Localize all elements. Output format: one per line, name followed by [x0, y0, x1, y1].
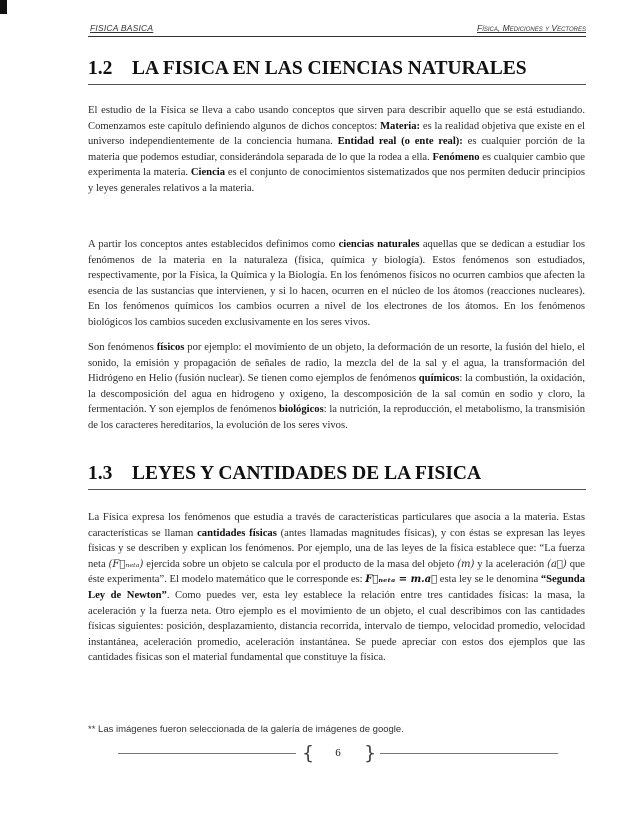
footer-brace-open: { [302, 742, 315, 764]
scan-corner-mark [0, 0, 7, 14]
term-ciencia: Ciencia [190, 167, 226, 179]
term-fisicos: físicos [156, 342, 185, 353]
term-fenomeno: Fenómeno [432, 151, 480, 163]
footer-line-left [118, 753, 296, 754]
formula-aceleracion: (a⃗) [547, 558, 567, 570]
section-rule [88, 84, 586, 85]
term-entidad-real: Entidad real (o ente real): [337, 136, 463, 148]
section-rule [88, 489, 586, 490]
section-title-text: LEYES Y CANTIDADES DE LA FISICA [132, 463, 482, 484]
term-ciencias-naturales: ciencias naturales [338, 239, 420, 250]
section-title-1-3 [88, 463, 586, 485]
term-quimicos: químicos [418, 373, 460, 385]
page-footer [118, 743, 558, 763]
section-number: 1.3 [88, 463, 113, 484]
section-title-text: LA FISICA EN LAS CIENCIAS NATURALES [132, 58, 527, 79]
formula-fuerza-neta: (F⃗ₙₑₜₐ) [108, 558, 144, 570]
header-left: FISICA BASICA [90, 23, 154, 33]
footer-brace-close: } [364, 742, 377, 764]
term-cantidades-fisicas: cantidades físicas [197, 527, 277, 539]
term-segunda-ley-newton: “Segunda Ley de Newton” [88, 574, 585, 601]
running-header [88, 22, 586, 37]
footer-line-right [380, 753, 558, 754]
formula-segunda-ley: F⃗ₙₑₜₐ = m.a⃗ [365, 574, 438, 586]
section-number: 1.2 [88, 58, 113, 79]
term-materia: Materia: [380, 120, 421, 132]
formula-masa: (m) [457, 558, 475, 570]
paragraph-definitions: El estudio de la Física se lleva a cabo usando conceptos que sirven para describir aquello que se está estudiando. Comenzamos este capítulo definiendo algunos de dichos conceptos: Materia: es la realidad objetiva que existe en el universo independientemente de la conciencia humana. Entidad real (o ente real): es cualquier porción de la materia que podemos estudiar, considerándola separada de lo que la rodea a ella. Fenómeno es cualquier cambio que experimenta la materia. Ciencia es el conjunto de conocimientos sistematizados que nos permiten deducir principios y leyes generales relativos a la materia. [88, 105, 585, 194]
image-credit-note: ** Las imágenes fueron seleccionada de la galería de imágenes de google. [88, 724, 404, 735]
paragraph-leyes: La Física expresa los fenómenos que estudia a través de características particulares que asocia a la materia. Estas características se llaman cantidades físicas (antes llamadas magnitudes físicas), y con éstas se expresan las leyes físicas y se describen y explican los fenómenos. Por ejemplo, una de las leyes de la física establece que: “La fuerza neta (F⃗ₙₑₜₐ) ejercida sobre un objeto se calcula por el producto de la masa del objeto (m) y la aceleración (a⃗) que éste experimenta”. El modelo matemático que le corresponde es: F⃗ₙₑₜₐ = m.a⃗ esta ley se le denomina “Segunda Ley de Newton”. Como puedes ver, esta ley establece la relación entre tres cantidades físicas: la masa, la aceleración y la fuerza neta. Otro ejemplo es el movimiento de un objeto, el cual describimos con las cantidades físicas siguientes: posición, desplazamiento, distancia recorrida, intervalo de tiempo, velocidad promedio, velocidad instantánea, aceleración promedio, aceleración instantánea. Se puede apreciar con estos dos ejemplos que las cantidades físicas son el material fundamental que constituye la física. [88, 512, 586, 664]
paragraph-ciencias-naturales: A partir los conceptos antes establecidos definimos como ciencias naturales aquellas que se dedican a estudiar los fenómenos de la materia en la naturaleza (física, química y biología). Estos fenómenos son estudiados, respectivamente, por la Física, la Química y la Biología. En los fenómenos físicos no ocurren cambios que afecten la esencia de las sustancias que intervienen, y si lo hacen, ocurren en el núcleo de los átomos (reacciones nucleares). En los fenómenos químicos los cambios ocurren a nivel de los electrones de los átomos. En los fenómenos biológicos los cambios suceden exclusivamente en los seres vivos. [88, 239, 585, 328]
section-title-1-2 [88, 58, 586, 80]
page-number: 6 [335, 747, 341, 759]
term-biologicos: biológicos [278, 404, 324, 416]
paragraph-fenomenos: Son fenómenos físicos por ejemplo: el movimiento de un objeto, la deformación de un resorte, la fusión del hielo, el sonido, la emisión y propagación de señales de radio, la mezcla del de la sal y el agua, la transformación del Hidrógeno en Helio (fusión nuclear). Se tienen como ejemplos de fenómenos químicos: la combustión, la oxidación, la descomposición del agua en hidrogeno y oxigeno, la descomposición de la sal común en sodio y cloro, la fermentación. Y son ejemplos de fenómenos biológicos: la nutrición, la reproducción, el metabolismo, la transmisión de los caracteres hereditarios, la evolución de los seres vivos. [88, 342, 586, 431]
header-right: Física, Mediciones y Vectores [477, 23, 586, 33]
